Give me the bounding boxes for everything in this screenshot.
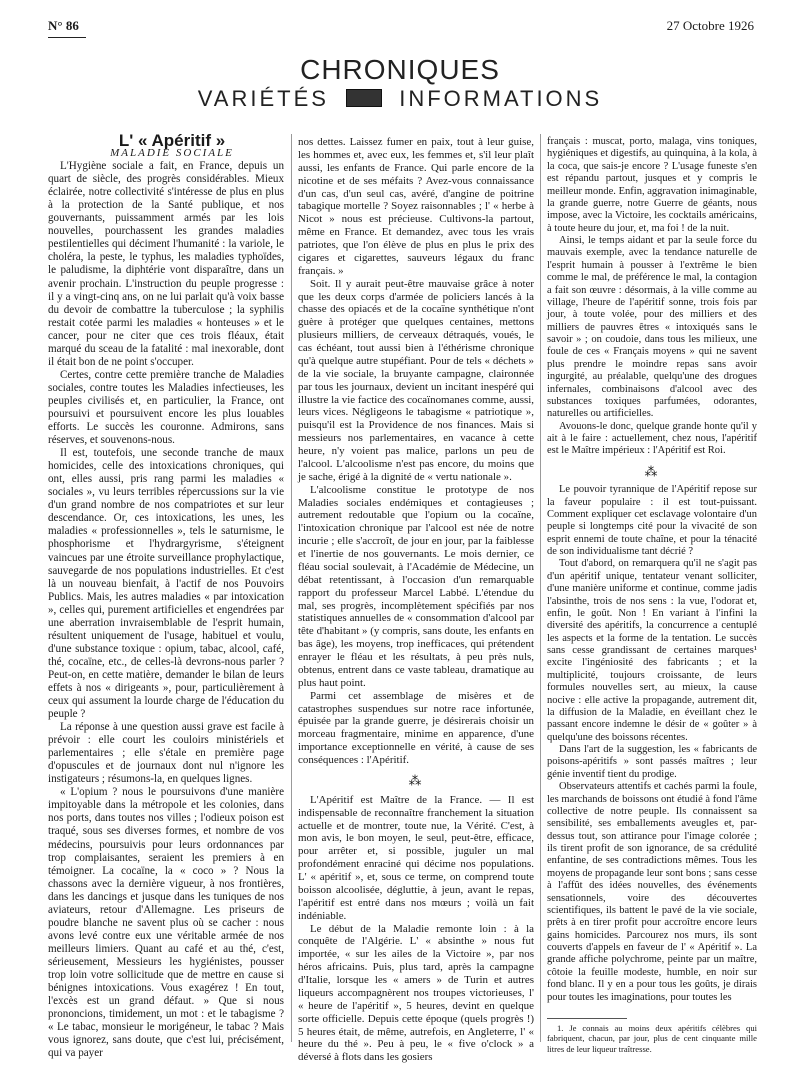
footnote: 1. Je connais au moins deux apéritifs célèbres qui fabriquent, chacun, par jour, plus de cent cinquante mille litres de leur liqueur traîtresse. [547, 1022, 757, 1054]
paragraph: Avouons-le donc, quelque grande honte qu'il y ait à le faire : actuellement, chez nous, l'apéritif est le Maître impérieux : l'Apéritif est Roi. [547, 420, 757, 457]
issue-number: N° 86 [48, 18, 79, 33]
masthead-right: INFORMATIONS [399, 86, 603, 111]
footnote-rule [547, 1018, 627, 1019]
paragraph: Tout d'abord, on remarquera qu'il ne s'agit pas d'un apéritif unique, tentateur venant solliciter, d'une manière uniforme et continue, comme jadis l'absinthe, trois de nos sens : la vue, l'odorat et, enfin, le goût. Non ! En variant à l'infini la diversité des apéritifs, la concurrence a centuplé les aspects et la forme de la tentation. Le succès sans cesse grandissant de certaines marques¹ excite l'ingéniosité des fabricants ; et la multiplicité, toujours croissante, de leurs formules nouvelles sert, au mieux, la cause nocive : elle active la propagande, autrement dit, la diffusion de la Maladie, en éveillant chez le passant encore indemne le désir de « goûter » à quelqu'une des boissons récentes. [547, 558, 757, 743]
section-separator: ⁂ [644, 463, 660, 479]
paragraph: L'alcoolisme constitue le prototype de nos Maladies sociales endémiques et contagieuses ; autrement redoutable que l'opium ou la cocaïne, l'intoxication chronique par l'alcool est née de notre incurie ; elle s'accroît, de jour en jour, par la faiblesse et l'inertie de nos gouvernants. Le mois dernier, ce fléau social soulevait, à l'Académie de Médecine, un débat retentissant, à l'occasion d'un remarquable rapport du professeur Marcel Labbé. L'étendue du mal, ses progrès, incomplètement spécifiés par nos statistiques annuelles de « consommation d'alcool par tête d'habitant » (y compris, sans doute, les enfants en bas âge), les moyens, trop inefficaces, qui prétendent enrayer le fléau et les résultats, à peu près nuls, obtenus, entrent dans ce vaste tableau, dramatique au plus haut point. [298, 483, 534, 689]
paragraph: Parmi cet assemblage de misères et de catastrophes suspendues sur notre race infortunée, épuisée par la grande guerre, je désirerais choisir un morceau fragmentaire, minime en apparence, d'une importance exceptionnelle en vérité, à cause de ses conséquences : l'Apéritif. [298, 689, 534, 766]
column-divider [540, 134, 541, 1042]
paragraph: L'Hygiène sociale a fait, en France, depuis un quart de siècle, des progrès considérables. Mieux éclairée, notre collectivité s'intéresse de plus en plus à la protection de la Santé publique, et nos gouvernants, puissamment armés par les lois nouvelles, pourchassent les grandes maladies pestilentielles qui déciment l'humanité : la variole, le choléra, la peste, le typhus, les maladies typhoïdes, le paludisme, la diphtérie vont disparaître, dans un avenir prochain. L'instruction du peuple progresse : il y a vingt-cinq ans, on ne lui parlait qu'à voix basse du devoir de combattre la tuberculose ; la syphilis restait cotée parmi les maladies « honteuses » et le cancer, pour ne citer que ces trois fléaux, était marqué du sceau de la fatalité : mal inexorable, dont il était bon de ne point s'occuper. [48, 160, 284, 368]
paragraph: Il est, toutefois, une seconde tranche de maux homicides, celle des intoxications chroniques, qui ont, elles aussi, pris rang parmi les maladies « sociales », vu leurs terribles répercussions sur la vie d'un grand nombre de nos compatriotes et sur leur descendance. Or, ces intoxications, les unes, les maladies « professionnelles », tels le saturnisme, le phosphorisme et l'hydrargyrisme, s'éteignent vaincues par une étroite surveillance prophylactique, sauvegarde de nos populations industrielles. Et c'est là un nouveau bienfait, à l'actif de nos Pouvoirs Publics. Mais, les autres maladies « par intoxication », celles qui, purement artificielles et engendrées par une aberration invraisemblable de l'esprit humain, résultent uniquement de l'usage, habituel et voulu, d'une substance toxique : opium, tabac, alcool, café, thé, cocaïne, etc., de celles-là devrons-nous parler ? Peut-on, en cette matière, demander le bilan de leurs effets à nos « dirigeants », pour, particulièrement à ceux qui assument la lourde charge de l'éducation du peuple ? [48, 447, 284, 721]
article-subtitle: MALADIE SOCIALE [110, 147, 234, 160]
paragraph: Ainsi, le temps aidant et par la seule force du mauvais exemple, avec la tendance naturelle de l'esprit humain à pousser à l'extrême le bien comme le mal, de préférence le mal, la contagion a fait son œuvre : désormais, à la ville comme au village, l'heure de l'apéritif sonne, trois fois par jour, à toute volée, pour des milliers et des milliers de pauvres êtres « intoxiqués sans le savoir » ; on coudoie, dans tous les milieux, une foule de ces « Français moyens » qui ne savent plus prendre le moindre repas sans avoir ingurgité, au préalable, quelqu'une des drogues infernales, combinaisons d'alcool avec des substances toxiques parfumées, odorantes, naturelles ou artificielles. [547, 235, 757, 420]
masthead-title: CHRONIQUES [300, 54, 500, 85]
column-1 [48, 131, 284, 1060]
masthead-subtitle [0, 86, 800, 112]
paragraph: Soit. Il y aurait peut-être mauvaise grâce à noter que les deux corps d'armée de policiers lancés à la chasse des opiacés et de la cocaïne synthétique n'ont guère à protéger que quelques centaines, mettons plusieurs milliers, de cerveaux détraqués, voués, le cas échéant, tout aussi bien à l'éthérisme chronique qu'à quelque autre stupéfiant. Pour de tels « déchets » de la vie sociale, la bruyante campagne, claironnée par tous les journaux, devient un incitant inespéré qui illustre la vie factice des cocaïnomanes comme, aussi, leurs vices. Négligeons le tabagisme « patriotique », puisqu'il est la Providence de nos finances. Mais si messieurs nos parlementaires, en vacance à cette heure, n'y voient pas malice, parlons un peu de l'alcool. L'alcoolisme n'est pas encore, du moins que je sache, érigé à la dignité de « vertu nationale ». [298, 277, 534, 483]
column-3 [547, 136, 757, 1054]
paragraph: L'Apéritif est Maître de la France. — Il est indispensable de reconnaître franchement la situation actuelle et de montrer, toute nue, la Vérité. C'est, à mon avis, le bon moyen, le seul, peut-être, efficace, pour arrêter et, si possible, juguler un mal profondément enraciné qui décime nos populations. L' « apéritif », et, sous ce terme, on comprend toute boisson alcoolisée, dégluttie, à jeun, avant le repas, l'apéritif est entré dans nos mœurs ; voilà un fait indéniable. [298, 793, 534, 922]
paragraph: Certes, contre cette première tranche de Maladies sociales, contre toutes les Maladies infectieuses, les peuples civilisés et, en particulier, la France, ont poursuivi et poursuivent encore les plus louables efforts. Le succès les couronne. Admirons, sans réserves, et souvenons-nous. [48, 368, 284, 447]
masthead-ornament-icon [346, 89, 382, 107]
section-separator: ⁂ [408, 772, 424, 788]
paragraph: Dans l'art de la suggestion, les « fabricants de poisons-apéritifs » sont passés maîtres ; leur génie inventif tient du prodige. [547, 744, 757, 780]
masthead-left: VARIÉTÉS [197, 86, 329, 111]
paragraph: français : muscat, porto, malaga, vins toniques, hygiéniques et digestifs, au quinquina, à la kola, à la coca, que sais-je encore ? L'usage funeste s'en est répandu partout, jusques et y compris le meilleur monde. Enfin, aggravation inimaginable, la grande guerre, notre Guerre de géants, nous impose, avec la Victoire, les cocktails américains, à toute heure du jour, et, ma foi ! de la nuit. [547, 136, 757, 234]
paragraph: Observateurs attentifs et cachés parmi la foule, les marchands de boissons ont étudié à fond l'âme collective de notre peuple. Ils connaissent sa sensibilité, ses emballements aveugles et, par-dessus tout, son attirance pour l'image colorée ; ils tirent profit de son ignorance, de sa crédulité enfantine, de ses contradictions mêmes. Tous les moyens de propagande leur sont bons ; sans cesse à l'affût des idées nouvelles, des événements sensationnels, voire des découvertes scientifiques, ils battent le pavé de la vie sociale, prêts à en tirer profit pour accroître encore leurs gains homicides. Parcourez nos murs, ils sont couverts d'appels en faveur de l' « Apéritif ». La grande affiche polychrome, peinte par un maître, côtoie la feuille modeste, humble, en noir sur fond blanc. Il y en a pour tous les goûts, je dirais pour toutes les imaginations, pour toutes les [547, 781, 757, 1003]
article-title: L' « Apéritif » [118, 131, 226, 150]
paragraph: Le pouvoir tyrannique de l'Apéritif repose sur la faveur populaire : il est tout-puissant. Comment expliquer cet esclavage volontaire d'un peuple si longtemps cité pour la vivacité de son esprit ennemi de toute chaîne, et pour la ténacité de son individualisme tant décrié ? [547, 484, 757, 557]
paragraph: « L'opium ? nous le poursuivons d'une manière impitoyable dans la métropole et les colonies, dans nos ports, dans toutes nos villes ; l'odieux poison est traqué, sous ses diverses formes, et nombre de vos médecins, poursuivis pour leurs ordonnances par trop complaisantes, seraient les premiers à en témoigner. La cocaïne, la « coco » ? Nous la chassons avec la dernière vigueur, à nos frontières, dans les dancings et jusque dans les tuniques de nos aviateurs, retour d'Allemagne. Les priseurs de poudre blanche ne savent plus où se cacher : nous avons levé contre eux une véritable armée de nos meilleurs limiers. Quant au café et au thé, c'est, sérieusement, Messieurs les hygiénistes, pousser trop loin votre sollicitude que de mettre en cause si bénignes intoxications. Vous exagérez ! En tout, l'excès est un grand défaut. » Que si nous prononcions, timidement, un mot : et le tabagisme ? « Le tabac, monsieur le morigéneur, le tabac ? Mais vous ignorez, sans doute, que c'est lui, précisément, qui va payer [48, 786, 284, 1060]
paragraph: La réponse à une question aussi grave est facile à prévoir : elle court les couloirs ministériels et parlementaires ; elle s'étale en première page d'opuscules et de journaux dont nul n'ignore les instigateurs ; résumons-la, en quelques lignes. [48, 721, 284, 786]
issue-number-rule [48, 37, 86, 38]
column-2 [298, 136, 534, 1064]
paragraph: nos dettes. Laissez fumer en paix, tout à leur guise, les hommes et, avec eux, les femmes et, s'il leur plaît aussi, les enfants de France. Qui parle encore de la nicotine et de ses méfaits ? Avez-vous connaissance d'un cas, d'un seul cas, avéré, d'angine de poitrine tabagique mortelle ? Soyez raisonnables ; l' « herbe à Nicot » nous est précieuse. Cultivons-la partout, même en France. Et demandez, avec tous les vrais patriotes, que l'on élève de plus en plus le prix des cigares et cigarettes, sauveurs légaux du franc français. » [298, 136, 534, 277]
paragraph: Le début de la Maladie remonte loin : à la conquête de l'Algérie. L' « absinthe » nous fut importée, « sur les ailes de la Victoire », par nos héros africains. Puis, plus tard, après la campagne d'Italie, lorsque les « amers » de Turin et autres liqueurs accompagnèrent nos troupes victorieuses, l' « heure de l'apéritif », 5 heures, devint en quelque sorte officielle. Depuis cette époque (quels progrès !) 5 heures était, de même, autrefois, en Angleterre, l' « heure du thé ». Peu à peu, le « five o'clock » a déversé à flots dans les gosiers [298, 922, 534, 1064]
issue-date: 27 Octobre 1926 [666, 18, 754, 33]
column-divider [291, 134, 292, 1042]
